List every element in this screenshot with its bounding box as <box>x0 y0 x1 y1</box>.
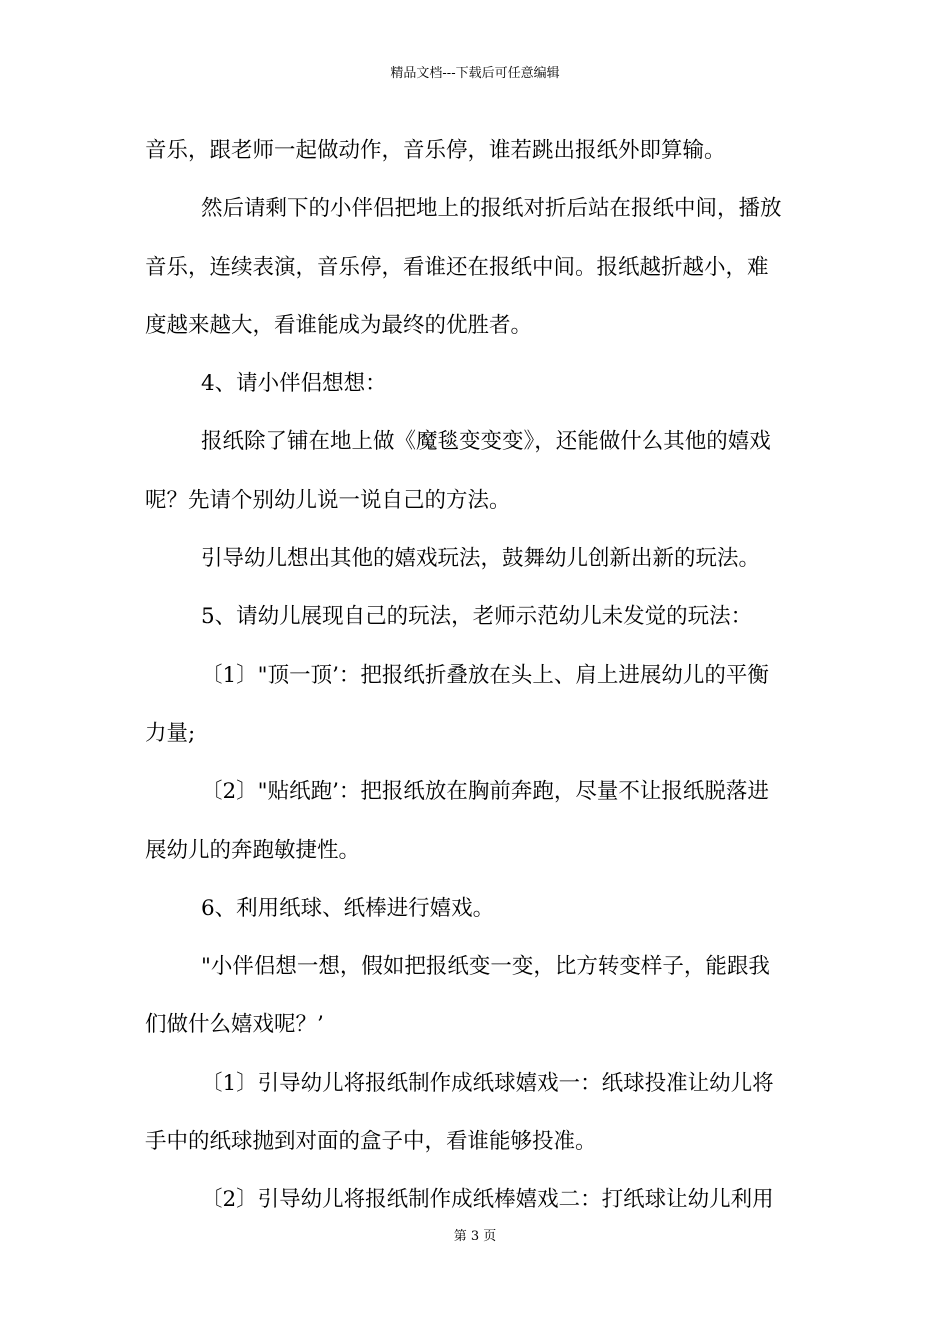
text-line: 展幼儿的奔跑敏捷性。 <box>145 837 361 863</box>
page-header: 精品文档---下载后可任意编辑 <box>390 66 560 81</box>
text-line: 〔1〕引导幼儿将报纸制作成纸球嬉戏一：纸球投准让幼儿将 <box>201 1070 774 1096</box>
text-line: 呢？先请个别幼儿说一说自己的方法。 <box>145 487 511 513</box>
document-body <box>145 128 805 1236</box>
text-line: 度越来越大，看谁能成为最终的优胜者。 <box>145 312 533 338</box>
text-line: 6、利用纸球、纸棒进行嬉戏。 <box>201 895 495 921</box>
text-line: 报纸除了铺在地上做《魔毯变变变》，还能做什么其他的嬉戏 <box>201 429 771 455</box>
text-line: 5、请幼儿展现自己的玩法，老师示范幼儿未发觉的玩法： <box>201 604 753 630</box>
text-line: 音乐，连续表演，音乐停，看谁还在报纸中间。报纸越折越小，难 <box>145 254 769 280</box>
text-line: 力量; <box>145 720 196 746</box>
text-line: 然后请剩下的小伴侣把地上的报纸对折后站在报纸中间，播放 <box>201 196 782 222</box>
text-line: 引导幼儿想出其他的嬉戏玩法，鼓舞幼儿创新出新的玩法。 <box>201 546 761 572</box>
text-line: 〔2〕引导幼儿将报纸制作成纸棒嬉戏二：打纸球让幼儿利用 <box>201 1187 774 1213</box>
text-line: 们做什么嬉戏呢？’ <box>145 1012 324 1038</box>
text-line: 〔1〕"顶一顶’：把报纸折叠放在头上、肩上进展幼儿的平衡 <box>201 662 769 688</box>
text-line: "小伴侣想一想，假如把报纸变一变，比方转变样子，能跟我 <box>201 954 770 980</box>
text-line: 音乐，跟老师一起做动作，音乐停，谁若跳出报纸外即算输。 <box>145 138 726 163</box>
text-line: 4、请小伴侣想想： <box>201 371 387 397</box>
text-line: 手中的纸球抛到对面的盒子中，看谁能够投准。 <box>145 1129 597 1155</box>
page-number: 第 3 页 <box>453 1229 497 1244</box>
text-line: 〔2〕"贴纸跑’：把报纸放在胸前奔跑，尽量不让报纸脱落进 <box>201 779 769 805</box>
